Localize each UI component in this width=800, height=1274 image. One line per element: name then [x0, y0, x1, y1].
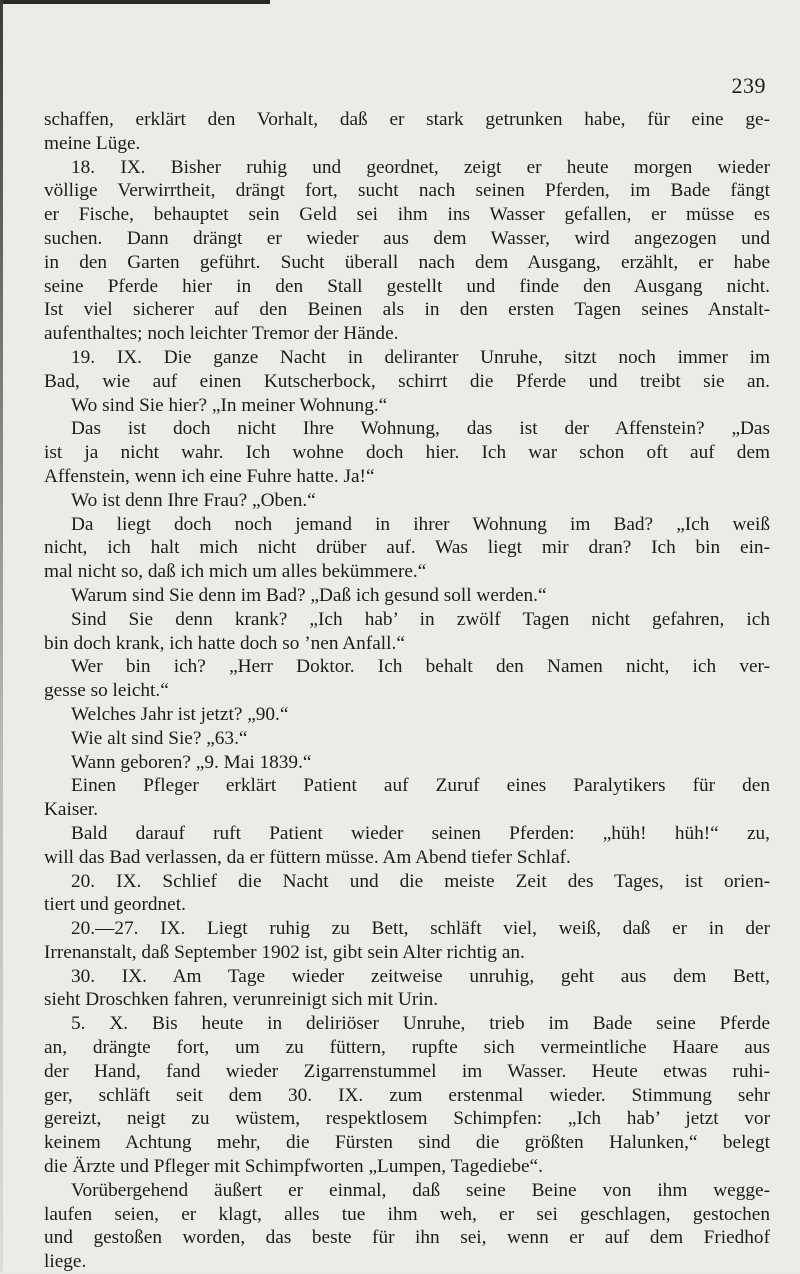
- text-line: gesse so leicht.“: [44, 680, 169, 702]
- scan-shadow-top: [0, 0, 270, 4]
- text-line: seine Pferde hier in den Stall gestellt und finde den Ausgang nicht.: [44, 275, 770, 297]
- text-line: Warum sind Sie denn im Bad? „Daß ich gesund soll werden.“: [71, 584, 547, 606]
- text-line: nicht, ich halt mich nicht drüber auf. Was liegt mir dran? Ich bin ein-: [44, 537, 770, 559]
- text-line: die Ärzte und Pfleger mit Schimpfworten „Lumpen, Tagediebe“.: [44, 1156, 543, 1178]
- scan-shadow-left: [0, 0, 3, 1272]
- page-number: 239: [731, 73, 766, 98]
- text-line: Wie alt sind Sie? „63.“: [71, 727, 248, 749]
- text-line: Ist viel sicherer auf den Beinen als in den ersten Tagen seines Anstalt-: [44, 299, 770, 321]
- text-line: Einen Pfleger erklärt Patient auf Zuruf eines Paralytikers für den: [71, 775, 770, 797]
- text-line: Sind Sie denn krank? „Ich hab’ in zwölf Tagen nicht gefahren, ich: [71, 608, 770, 630]
- text-line: Vorübergehend äußert er einmal, daß seine Beine von ihm wegge-: [71, 1179, 770, 1201]
- text-line: aufenthaltes; noch leichter Tremor der Hände.: [44, 323, 399, 345]
- text-line: in den Garten geführt. Sucht überall nach dem Ausgang, erzählt, er habe: [44, 251, 770, 273]
- text-line: Da liegt doch noch jemand in ihrer Wohnung im Bad? „Ich weiß: [71, 513, 770, 535]
- text-line: völlige Verwirrtheit, drängt fort, sucht nach seinen Pferden, im Bade fängt: [44, 180, 770, 202]
- text-line: Wo ist denn Ihre Frau? „Oben.“: [71, 489, 316, 511]
- text-line: tiert und geordnet.: [44, 894, 186, 916]
- text-line: Wann geboren? „9. Mai 1839.“: [71, 751, 312, 773]
- text-line: Wo sind Sie hier? „In meiner Wohnung.“: [71, 394, 388, 416]
- text-line: Affenstein, wenn ich eine Fuhre hatte. Ja!“: [44, 465, 375, 487]
- body-text: [44, 108, 770, 1274]
- text-line: ger, schläft seit dem 30. IX. zum erstenmal wieder. Stimmung sehr: [44, 1084, 770, 1106]
- text-line: keinem Achtung mehr, die Fürsten sind die größten Halunken,“ belegt: [44, 1132, 770, 1154]
- text-line: und gestoßen worden, das beste für ihn sei, wenn er auf dem Friedhof: [44, 1227, 770, 1249]
- text-line: Welches Jahr ist jetzt? „90.“: [71, 703, 289, 725]
- text-line: schaffen, erklärt den Vorhalt, daß er stark getrunken habe, für eine ge-: [44, 109, 770, 130]
- text-line: sieht Droschken fahren, verunreinigt sich mit Urin.: [44, 989, 439, 1011]
- text-line: liege.: [44, 1251, 87, 1273]
- text-line: der Hand, fand wieder Zigarrenstummel im Wasser. Heute etwas ruhi-: [44, 1060, 770, 1082]
- text-line: Kaiser.: [44, 799, 99, 821]
- text-line: 19. IX. Die ganze Nacht in deliranter Unruhe, sitzt noch immer im: [71, 346, 770, 368]
- text-line: 30. IX. Am Tage wieder zeitweise unruhig, geht aus dem Bett,: [71, 965, 770, 987]
- text-line: laufen seien, er klagt, alles tue ihm weh, er sei geschlagen, gestochen: [44, 1203, 770, 1225]
- text-line: Irrenanstalt, daß September 1902 ist, gibt sein Alter richtig an.: [44, 941, 525, 963]
- text-line: meine Lüge.: [44, 132, 141, 154]
- text-line: Bad, wie auf einen Kutscherbock, schirrt die Pferde und treibt sie an.: [44, 370, 770, 392]
- text-line: 20. IX. Schlief die Nacht und die meiste Zeit des Tages, ist orien-: [71, 870, 770, 892]
- text-line: gereizt, neigt zu wüstem, respektlosem Schimpfen: „Ich hab’ jetzt vor: [44, 1108, 770, 1130]
- text-line: 5. X. Bis heute in deliriöser Unruhe, trieb im Bade seine Pferde: [71, 1013, 770, 1035]
- text-line: suchen. Dann drängt er wieder aus dem Wasser, wird angezogen und: [44, 227, 770, 249]
- text-line: 18. IX. Bisher ruhig und geordnet, zeigt er heute morgen wieder: [71, 156, 770, 178]
- text-line: Wer bin ich? „Herr Doktor. Ich behalt den Namen nicht, ich ver-: [71, 656, 770, 678]
- text-line: mal nicht so, daß ich mich um alles bekümmere.“: [44, 561, 427, 583]
- text-line: will das Bad verlassen, da er füttern müsse. Am Abend tiefer Schlaf.: [44, 846, 571, 868]
- text-line: Bald darauf ruft Patient wieder seinen Pferden: „hüh! hüh!“ zu,: [71, 822, 770, 844]
- text-line: ist ja nicht wahr. Ich wohne doch hier. Ich war schon oft auf dem: [44, 442, 770, 464]
- text-line: an, drängte fort, um zu füttern, rupfte sich vermeintliche Haare aus: [44, 1037, 770, 1059]
- text-line: er Fische, behauptet sein Geld sei ihm ins Wasser gefallen, er müsse es: [44, 204, 770, 226]
- text-line: 20.—27. IX. Liegt ruhig zu Bett, schläft viel, weiß, daß er in der: [71, 918, 770, 940]
- text-line: bin doch krank, ich hatte doch so ’nen Anfall.“: [44, 632, 405, 654]
- text-line: Das ist doch nicht Ihre Wohnung, das ist der Affenstein? „Das: [71, 418, 770, 440]
